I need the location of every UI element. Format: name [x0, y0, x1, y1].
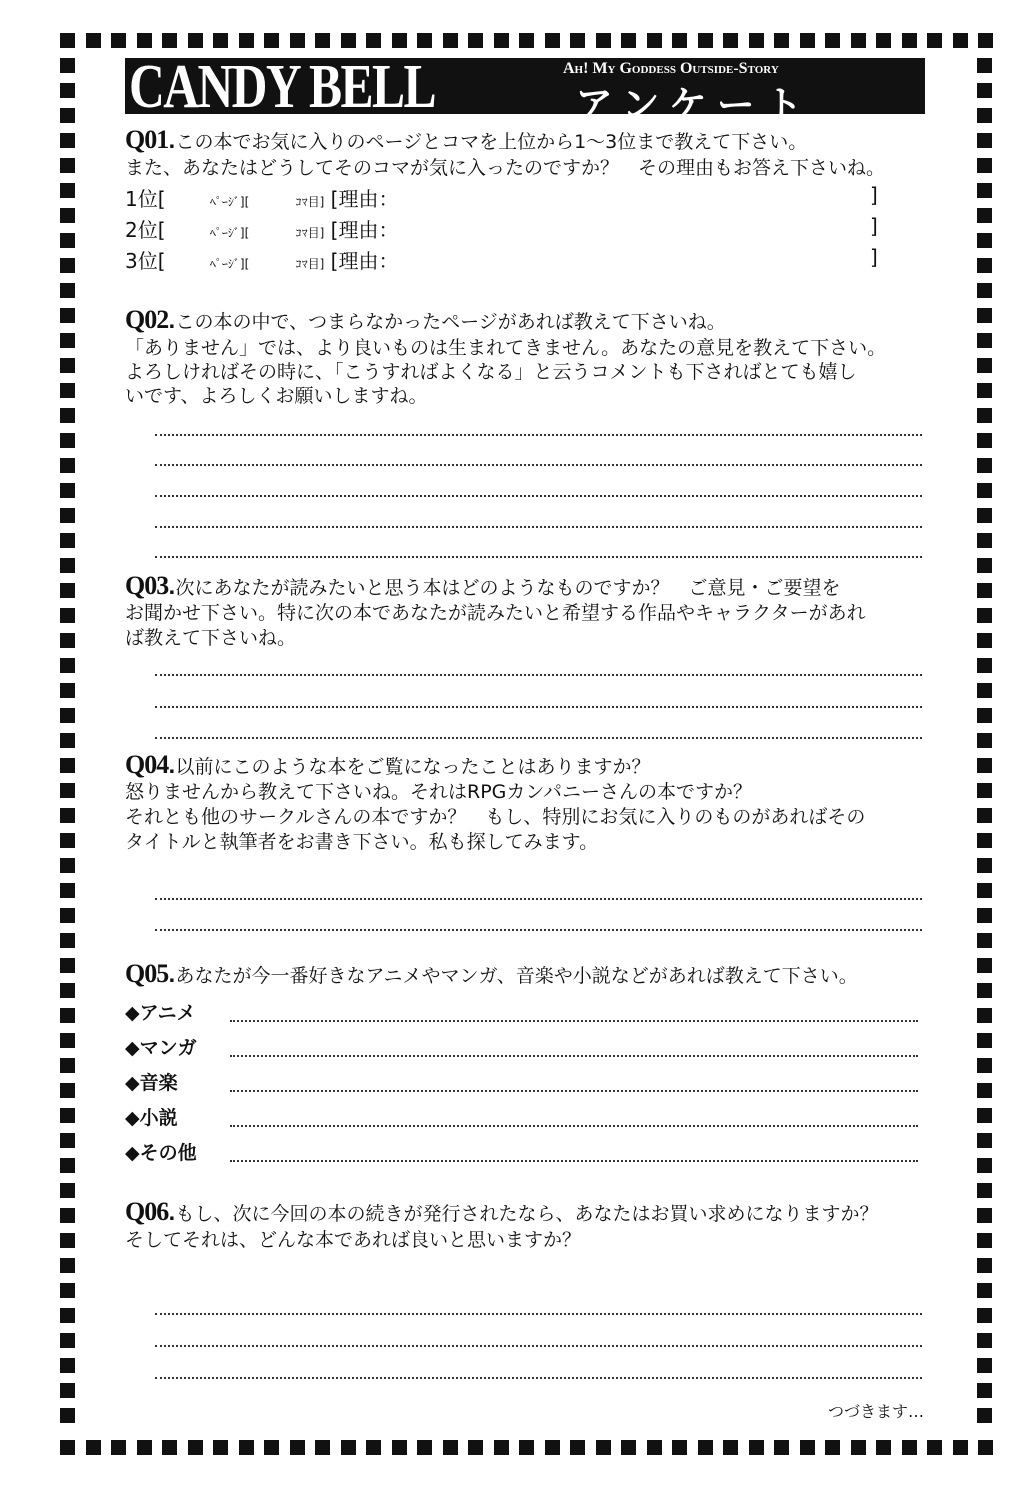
border-square — [60, 1308, 75, 1323]
border-square — [596, 1440, 611, 1455]
border-square — [774, 33, 789, 48]
category-label: ◆小説 — [125, 1107, 178, 1129]
border-square — [60, 283, 75, 298]
border-square — [137, 1440, 152, 1455]
border-square — [977, 358, 992, 373]
border-square — [977, 908, 992, 923]
border-square — [60, 608, 75, 623]
border-square — [264, 1440, 279, 1455]
border-square — [570, 1440, 585, 1455]
border-square — [977, 458, 992, 473]
border-square — [60, 208, 75, 223]
border-square — [977, 608, 992, 623]
border-square — [519, 1440, 534, 1455]
border-square — [60, 558, 75, 573]
border-square — [977, 508, 992, 523]
q03-text: 次にあなたが読みたいと思う本はどのようなものですか？ ご意見・ご要望を — [175, 577, 841, 599]
q06-text: もし、次に今回の本の続きが発行されたなら、あなたはお買い求めになりますか？ — [175, 1203, 879, 1225]
border-square — [876, 1440, 891, 1455]
border-square — [111, 33, 126, 48]
border-square — [977, 958, 992, 973]
border-square — [977, 433, 992, 448]
border-square — [239, 1440, 254, 1455]
border-square — [977, 1358, 992, 1373]
answer-line[interactable] — [155, 706, 922, 708]
answer-line[interactable] — [155, 434, 922, 436]
border-square — [977, 1408, 992, 1423]
border-square — [60, 1008, 75, 1023]
question-number: Q04 — [125, 750, 169, 779]
q03-line-1: Q03.次にあなたが読みたいと思う本はどのようなものですか？ ご意見・ご要望を — [125, 571, 841, 600]
border-square — [749, 33, 764, 48]
question-number: Q05 — [125, 959, 169, 988]
border-square — [977, 858, 992, 873]
q02-line-2: 「ありません」では、より良いものは生まれてきません。あなたの意見を教えて下さい。 — [125, 337, 887, 359]
category-label: ◆音楽 — [125, 1072, 178, 1094]
border-square — [977, 1258, 992, 1273]
border-square — [672, 1440, 687, 1455]
border-square — [341, 1440, 356, 1455]
border-square — [977, 83, 992, 98]
border-square — [977, 233, 992, 248]
border-square — [60, 1058, 75, 1073]
border-square — [60, 1108, 75, 1123]
border-square — [60, 508, 75, 523]
answer-line[interactable] — [155, 1377, 922, 1379]
category-label: ◆その他 — [125, 1142, 197, 1164]
border-square — [239, 33, 254, 48]
rank-label: 1位[ — [125, 187, 166, 211]
panel-label: ｺﾏ目] — [295, 195, 325, 209]
border-square — [978, 33, 993, 48]
border-square — [60, 458, 75, 473]
border-square — [749, 1440, 764, 1455]
border-square — [60, 933, 75, 948]
border-square — [60, 183, 75, 198]
answer-line[interactable] — [155, 929, 922, 931]
border-square — [60, 1133, 75, 1148]
question-number: Q06 — [125, 1197, 169, 1226]
border-square — [60, 83, 75, 98]
category-answer-line[interactable] — [230, 1160, 918, 1162]
border-square — [977, 783, 992, 798]
border-square — [647, 1440, 662, 1455]
close-bracket: ] — [870, 183, 878, 207]
border-square — [977, 1208, 992, 1223]
rank-row[interactable] — [125, 183, 398, 212]
q06-line-1: Q06.もし、次に今回の本の続きが発行されたなら、あなたはお買い求めになりますか？ — [125, 1197, 879, 1226]
category-answer-line[interactable] — [230, 1055, 918, 1057]
border-square — [264, 33, 279, 48]
border-square — [315, 1440, 330, 1455]
rank-row[interactable] — [125, 245, 398, 274]
border-square — [60, 483, 75, 498]
border-square — [60, 33, 75, 48]
question-number: Q03 — [125, 571, 169, 600]
border-square — [977, 133, 992, 148]
q01-line-1: Q01.この本でお気に入りのページとコマを上位から1～3位まで教えて下さい。 — [125, 125, 808, 154]
close-bracket: ] — [870, 214, 878, 238]
page-label: ﾍﾟｰｼﾞ][ — [209, 195, 250, 209]
border-square — [977, 158, 992, 173]
border-square — [86, 33, 101, 48]
border-square — [86, 1440, 101, 1455]
border-square — [60, 883, 75, 898]
border-square — [977, 483, 992, 498]
q02-line-1: Q02.この本の中で、つまらなかったページがあれば教えて下さいね。 — [125, 305, 726, 334]
border-square — [977, 283, 992, 298]
border-square — [851, 1440, 866, 1455]
border-square — [366, 33, 381, 48]
q01-line-2: また、あなたはどうしてそのコマが気に入ったのですか？ その理由もお答え下さいね。 — [125, 157, 886, 179]
border-square — [977, 733, 992, 748]
border-square — [60, 1183, 75, 1198]
border-square — [468, 33, 483, 48]
border-square — [723, 1440, 738, 1455]
q05-line-1: Q05.あなたが今一番好きなアニメやマンガ、音楽や小説などがあれば教えて下さい。 — [125, 959, 858, 988]
q02-line-3: よろしければその時に、「こうすればよくなる」と云うコメントも下さればとても嬉し — [125, 361, 857, 383]
border-square — [366, 1440, 381, 1455]
question-number: Q02 — [125, 305, 169, 334]
border-square — [825, 33, 840, 48]
border-square — [977, 1158, 992, 1173]
border-square — [977, 1033, 992, 1048]
border-square — [290, 33, 305, 48]
border-square — [977, 108, 992, 123]
border-square — [977, 558, 992, 573]
border-square — [60, 1333, 75, 1348]
border-square — [978, 1440, 993, 1455]
category-label: ◆マンガ — [125, 1037, 197, 1059]
page-title: アンケート — [575, 83, 813, 127]
border-square — [977, 1308, 992, 1323]
border-square — [800, 1440, 815, 1455]
answer-line[interactable] — [155, 737, 922, 739]
border-square — [392, 33, 407, 48]
border-square — [927, 1440, 942, 1455]
border-square — [60, 733, 75, 748]
border-square — [60, 1383, 75, 1398]
reason-label: [理由： — [330, 249, 399, 273]
border-square — [672, 33, 687, 48]
answer-line[interactable] — [155, 526, 922, 528]
border-square — [545, 33, 560, 48]
border-square — [977, 883, 992, 898]
reason-label: [理由： — [330, 187, 399, 211]
border-square — [723, 33, 738, 48]
border-square — [60, 958, 75, 973]
q04-line-3: それとも他のサークルさんの本ですか？ もし、特別にお気に入りのものがあればその — [125, 806, 866, 828]
answer-line[interactable] — [155, 898, 922, 900]
border-square — [60, 433, 75, 448]
q06-line-2: そしてそれは、どんな本であれば良いと思いますか？ — [125, 1229, 582, 1251]
border-square — [977, 1233, 992, 1248]
border-square — [851, 33, 866, 48]
border-square — [977, 408, 992, 423]
border-square — [341, 33, 356, 48]
border-square — [60, 383, 75, 398]
border-square — [60, 408, 75, 423]
border-square — [60, 1083, 75, 1098]
border-square — [60, 1233, 75, 1248]
border-square — [621, 1440, 636, 1455]
rank-label: 2位[ — [125, 218, 166, 242]
border-square — [443, 1440, 458, 1455]
border-square — [417, 33, 432, 48]
category-answer-line[interactable] — [230, 1020, 918, 1022]
border-square — [953, 1440, 968, 1455]
border-square — [977, 258, 992, 273]
border-square — [977, 758, 992, 773]
panel-label: ｺﾏ目] — [295, 257, 325, 271]
border-square — [60, 833, 75, 848]
border-square — [494, 33, 509, 48]
answer-line[interactable] — [155, 674, 922, 676]
border-square — [60, 1208, 75, 1223]
q03-line-2: お聞かせ下さい。特に次の本であなたが読みたいと希望する作品やキャラクターがあれ — [125, 602, 866, 624]
border-square — [876, 33, 891, 48]
q04-line-2: 怒りませんから教えて下さいね。それはRPGカンパニーさんの本ですか？ — [125, 781, 753, 803]
border-square — [60, 333, 75, 348]
border-square — [111, 1440, 126, 1455]
border-square — [60, 658, 75, 673]
border-square — [977, 1133, 992, 1148]
border-square — [60, 258, 75, 273]
border-square — [977, 208, 992, 223]
answer-line[interactable] — [155, 495, 922, 497]
panel-label: ｺﾏ目] — [295, 226, 325, 240]
border-square — [698, 33, 713, 48]
border-square — [977, 333, 992, 348]
answer-line[interactable] — [155, 464, 922, 466]
border-square — [60, 158, 75, 173]
answer-line[interactable] — [155, 556, 922, 558]
q01-text: この本でお気に入りのページとコマを上位から1～3位まで教えて下さい。 — [175, 131, 808, 153]
border-square — [977, 1008, 992, 1023]
border-square — [60, 108, 75, 123]
border-square — [60, 858, 75, 873]
border-square — [977, 1108, 992, 1123]
border-square — [977, 1183, 992, 1198]
border-square — [60, 133, 75, 148]
q05-text: あなたが今一番好きなアニメやマンガ、音楽や小説などがあれば教えて下さい。 — [175, 965, 858, 987]
subtitle: Ah! My Goddess Outside-Story — [563, 60, 779, 77]
border-square — [60, 233, 75, 248]
border-square — [800, 33, 815, 48]
logo: CANDY BELL — [129, 53, 435, 121]
border-square — [698, 1440, 713, 1455]
border-square — [60, 633, 75, 648]
border-square — [977, 708, 992, 723]
border-square — [977, 1058, 992, 1073]
reason-label: [理由： — [330, 218, 399, 242]
border-square — [977, 308, 992, 323]
border-square — [977, 533, 992, 548]
page-label: ﾍﾟｰｼﾞ][ — [209, 226, 250, 240]
border-square — [545, 1440, 560, 1455]
border-square — [977, 683, 992, 698]
border-square — [60, 1408, 75, 1423]
title-banner — [125, 53, 925, 127]
border-square — [60, 1283, 75, 1298]
border-square — [392, 1440, 407, 1455]
border-square — [417, 1440, 432, 1455]
rank-label: 3位[ — [125, 249, 166, 273]
border-square — [977, 933, 992, 948]
border-square — [621, 33, 636, 48]
border-square — [519, 33, 534, 48]
border-square — [774, 1440, 789, 1455]
border-square — [977, 383, 992, 398]
border-square — [902, 1440, 917, 1455]
border-square — [60, 708, 75, 723]
border-square — [953, 33, 968, 48]
border-square — [60, 1358, 75, 1373]
continued-note: つづきます… — [828, 1402, 925, 1421]
answer-line[interactable] — [155, 1313, 922, 1315]
border-square — [60, 583, 75, 598]
border-square — [60, 1258, 75, 1273]
border-square — [60, 58, 75, 73]
border-square — [60, 1158, 75, 1173]
q03-line-3: ば教えて下さいね。 — [125, 627, 297, 649]
border-square — [60, 758, 75, 773]
border-square — [162, 1440, 177, 1455]
border-square — [137, 33, 152, 48]
border-square — [60, 983, 75, 998]
border-square — [977, 983, 992, 998]
border-square — [60, 808, 75, 823]
border-square — [60, 783, 75, 798]
border-square — [60, 908, 75, 923]
border-square — [60, 1033, 75, 1048]
border-square — [60, 683, 75, 698]
border-square — [162, 33, 177, 48]
border-square — [468, 1440, 483, 1455]
rank-row[interactable] — [125, 214, 398, 243]
border-square — [977, 183, 992, 198]
q04-line-1: Q04.以前にこのような本をご覧になったことはありますか？ — [125, 750, 651, 779]
border-square — [60, 308, 75, 323]
category-label: ◆アニメ — [125, 1002, 196, 1024]
border-square — [902, 33, 917, 48]
border-square — [596, 33, 611, 48]
border-square — [977, 583, 992, 598]
question-number: Q01 — [125, 125, 169, 154]
border-square — [977, 808, 992, 823]
border-square — [60, 1440, 75, 1455]
border-square — [570, 33, 585, 48]
close-bracket: ] — [870, 245, 878, 269]
border-square — [977, 658, 992, 673]
border-square — [647, 33, 662, 48]
q02-line-4: いです、よろしくお願いしますね。 — [125, 385, 428, 407]
border-square — [977, 1333, 992, 1348]
border-square — [315, 33, 330, 48]
border-square — [188, 1440, 203, 1455]
border-square — [977, 1083, 992, 1098]
border-square — [60, 533, 75, 548]
border-square — [290, 1440, 305, 1455]
category-answer-line[interactable] — [230, 1125, 918, 1127]
border-square — [977, 1283, 992, 1298]
border-square — [825, 1440, 840, 1455]
q02-text: この本の中で、つまらなかったページがあれば教えて下さいね。 — [175, 311, 726, 333]
q04-line-4: タイトルと執筆者をお書き下さい。私も探してみます。 — [125, 831, 599, 853]
border-square — [494, 1440, 509, 1455]
border-square — [443, 33, 458, 48]
border-square — [60, 358, 75, 373]
border-square — [927, 33, 942, 48]
border-square — [213, 33, 228, 48]
answer-line[interactable] — [155, 1345, 922, 1347]
border-square — [977, 1383, 992, 1398]
border-square — [977, 58, 992, 73]
category-answer-line[interactable] — [230, 1090, 918, 1092]
border-square — [188, 33, 203, 48]
page-label: ﾍﾟｰｼﾞ][ — [209, 257, 250, 271]
border-square — [213, 1440, 228, 1455]
q04-text: 以前にこのような本をご覧になったことはありますか？ — [175, 756, 651, 778]
border-square — [977, 633, 992, 648]
border-square — [977, 833, 992, 848]
